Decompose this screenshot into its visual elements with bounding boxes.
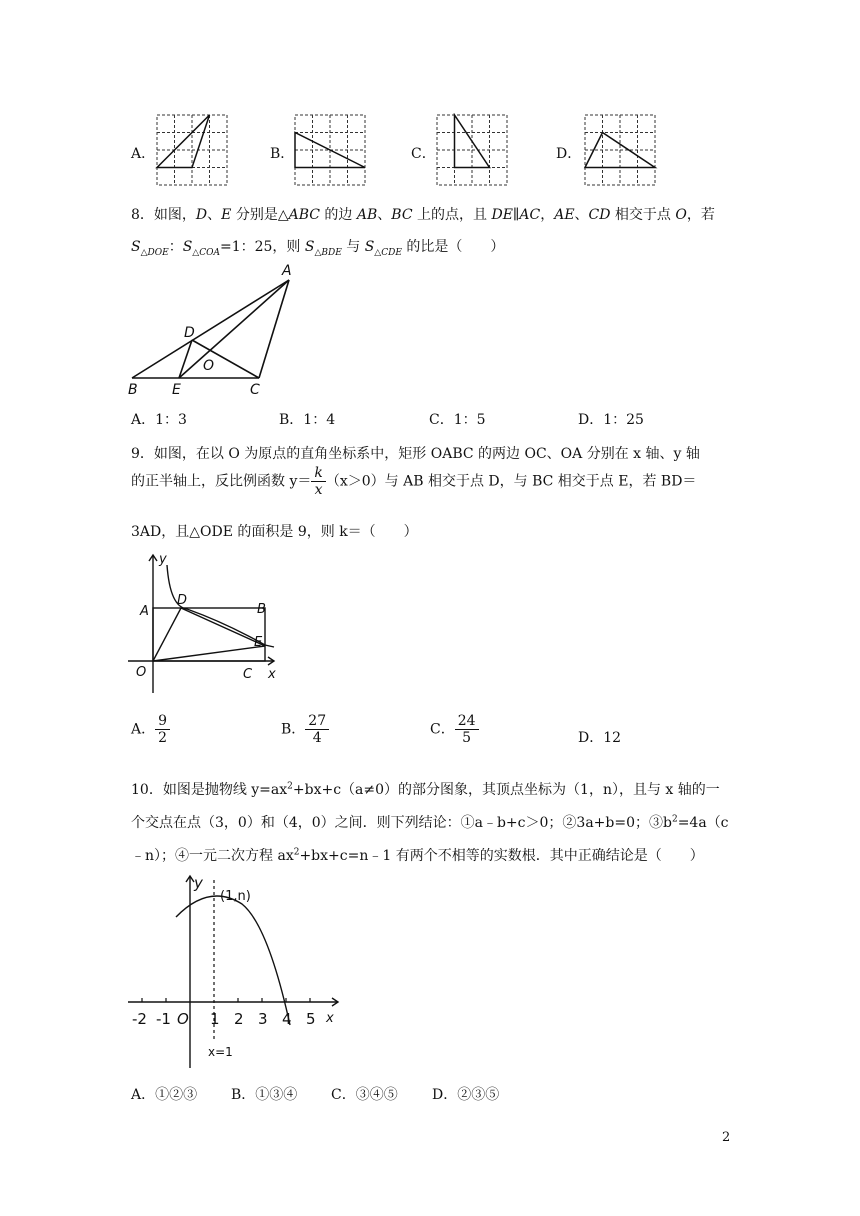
q10-text: 个交点在点（3，0）和（4，0）之间．则下列结论：①a﹣b+c＞0；②3a+b=0；③b: [131, 815, 672, 831]
q9-option-c: [430, 713, 479, 746]
q8-text: 相交于点: [610, 207, 676, 223]
q8-option-c: C．1：5: [429, 412, 486, 428]
q9-text: 9: [155, 713, 170, 730]
q8-text: S: [182, 239, 193, 255]
q10-stem-line-3: [131, 845, 704, 865]
q8-triangle-figure: [126, 260, 306, 400]
q10-text: +bx+c（a≠0）的部分图象，其顶点坐标为（1，n），且与 x 轴的一: [292, 782, 720, 798]
q8-text: 上的点，且: [412, 207, 492, 223]
q8-text: ，: [540, 207, 555, 223]
q10-tick-label: -2: [132, 1010, 147, 1028]
q10-text: 2: [671, 814, 678, 825]
q9-label-x: x: [268, 667, 276, 682]
q7-option-c-grid: [435, 113, 510, 187]
q8-text: E: [221, 207, 232, 223]
q10-tick-label: 2: [234, 1010, 244, 1028]
q8-option-a: A．1：3: [131, 412, 187, 428]
q10-option-d: D．②③⑤: [432, 1087, 500, 1103]
q9-stem-line-2: [131, 465, 696, 498]
q8-text: 分别是△: [231, 207, 289, 223]
q9-coordinate-figure: [126, 545, 286, 695]
q9-text: k: [311, 465, 325, 482]
q8-stem-line-2: [131, 236, 504, 258]
q9-text: 27: [305, 713, 329, 730]
q10-label-y: y: [194, 874, 203, 892]
q9-fraction-k-over-x: [311, 465, 325, 498]
q8-text: 、: [377, 207, 392, 223]
q7-option-b-grid: [293, 113, 368, 187]
q9-option-a: [131, 713, 170, 746]
q9-option-b-label: B．: [281, 721, 306, 738]
q8-option-b: B．1：4: [279, 412, 336, 428]
q10-tick-label: 5: [306, 1010, 316, 1028]
q9-option-a-fraction: [155, 713, 170, 746]
q10-text: +bx+c=n﹣1 有两个不相等的实数根．其中正确结论是（ ）: [299, 848, 704, 864]
q9-stem-line-3: 3AD，且△ODE 的面积是 9，则 k＝（ ）: [131, 524, 418, 540]
q7-option-d-label: D．: [556, 146, 582, 162]
q7-option-b-label: B．: [270, 146, 295, 162]
q8-text: D: [195, 207, 208, 223]
q9-text: 2: [158, 730, 168, 747]
q9-option-b-fraction: [305, 713, 329, 746]
q8-label-o: O: [203, 358, 215, 374]
q10-text: 10．如图是抛物线 y=ax: [131, 782, 288, 798]
page-number: 2: [722, 1130, 731, 1145]
q10-text: 2: [293, 847, 300, 858]
q9-text: 24: [455, 713, 479, 730]
q9-label-e: E: [254, 635, 263, 650]
q8-label-a: A: [282, 263, 292, 279]
q8-text: 、: [207, 207, 222, 223]
q8-text: AE: [554, 207, 575, 223]
q8-text: BC: [391, 207, 413, 223]
q10-text: ﹣n）；④一元二次方程 ax: [131, 848, 294, 864]
q10-tick-label: 3: [258, 1010, 268, 1028]
q8-text: ：: [168, 239, 183, 255]
q9-option-c-label: C．: [430, 721, 455, 738]
q9-option-b: [281, 713, 329, 746]
q9-label-d: D: [177, 593, 188, 608]
q7-option-a-grid: [155, 113, 230, 187]
q9-option-a-label: A．: [131, 721, 156, 738]
q10-label-x: x: [326, 1011, 334, 1026]
q9-label-c: C: [243, 667, 253, 682]
q9-text: （x＞0）与 AB 相交于点 D，与 BC 相交于点 E，若 BD＝: [325, 473, 697, 490]
q7-option-a-label: A．: [131, 146, 156, 162]
q8-text: 的比是（ ）: [401, 239, 505, 255]
q8-label-b: B: [128, 382, 138, 398]
q9-stem-line-1: 9．如图，在以 O 为原点的直角坐标系中，矩形 OABC 的两边 OC、OA 分别在 x 轴、y 轴: [131, 446, 700, 462]
q8-text: 的边: [319, 207, 357, 223]
q8-text: △COA: [192, 247, 220, 258]
q8-label-d: D: [184, 325, 195, 341]
q8-text: =1：25，则: [219, 239, 305, 255]
q8-text: AB: [356, 207, 378, 223]
q8-text: ，若: [686, 207, 715, 223]
q10-tick-label: -1: [156, 1010, 171, 1028]
q8-stem-line-1: [131, 204, 715, 224]
q8-text: 与: [341, 239, 365, 255]
q10-option-a: A．①②③: [131, 1087, 198, 1103]
q9-text: 4: [312, 730, 322, 747]
q9-text: x: [314, 482, 323, 499]
q10-label-axis: x=1: [208, 1045, 233, 1059]
q9-text: 5: [462, 730, 472, 747]
q10-text: 2: [287, 781, 293, 792]
q8-label-e: E: [172, 382, 181, 398]
q10-label-vertex: (1,n): [220, 889, 251, 904]
q8-text: △DOE: [140, 247, 169, 258]
q10-parabola-figure: [126, 870, 346, 1070]
q8-text: △BDE: [314, 247, 342, 258]
q8-text: O: [675, 207, 687, 223]
q8-text: S: [364, 239, 375, 255]
q8-label-c: C: [250, 382, 260, 398]
q9-label-a: A: [140, 604, 149, 619]
q10-tick-label: O: [177, 1010, 189, 1028]
q9-label-y: y: [159, 552, 167, 567]
q10-option-c: C．③④⑤: [331, 1087, 398, 1103]
q10-stem-line-1: [131, 779, 720, 799]
q8-text: S: [304, 239, 315, 255]
q10-text: =4a（c: [677, 815, 729, 831]
q8-text: 8．如图，: [131, 207, 196, 223]
q9-label-b: B: [257, 602, 266, 617]
q8-text: △CDE: [374, 247, 402, 258]
q9-option-d: D．12: [578, 730, 622, 746]
q8-text: 、: [574, 207, 589, 223]
q8-option-d: D．1：25: [578, 412, 644, 428]
q8-text: S: [131, 239, 141, 255]
q10-tick-label: 4: [282, 1010, 292, 1028]
q7-option-c-label: C．: [411, 146, 436, 162]
q8-text: DE∥AC: [491, 207, 541, 223]
q10-option-b: B．①③④: [231, 1087, 298, 1103]
q7-option-d-grid: [583, 113, 658, 187]
q8-text: CD: [588, 207, 611, 223]
q8-text: ABC: [288, 207, 320, 223]
q9-label-o: O: [136, 665, 147, 680]
q9-option-c-fraction: [455, 713, 479, 746]
q10-stem-line-2: [131, 812, 729, 832]
q9-text: 的正半轴上，反比例函数 y＝: [131, 473, 312, 490]
q10-tick-label: 1: [210, 1010, 220, 1028]
